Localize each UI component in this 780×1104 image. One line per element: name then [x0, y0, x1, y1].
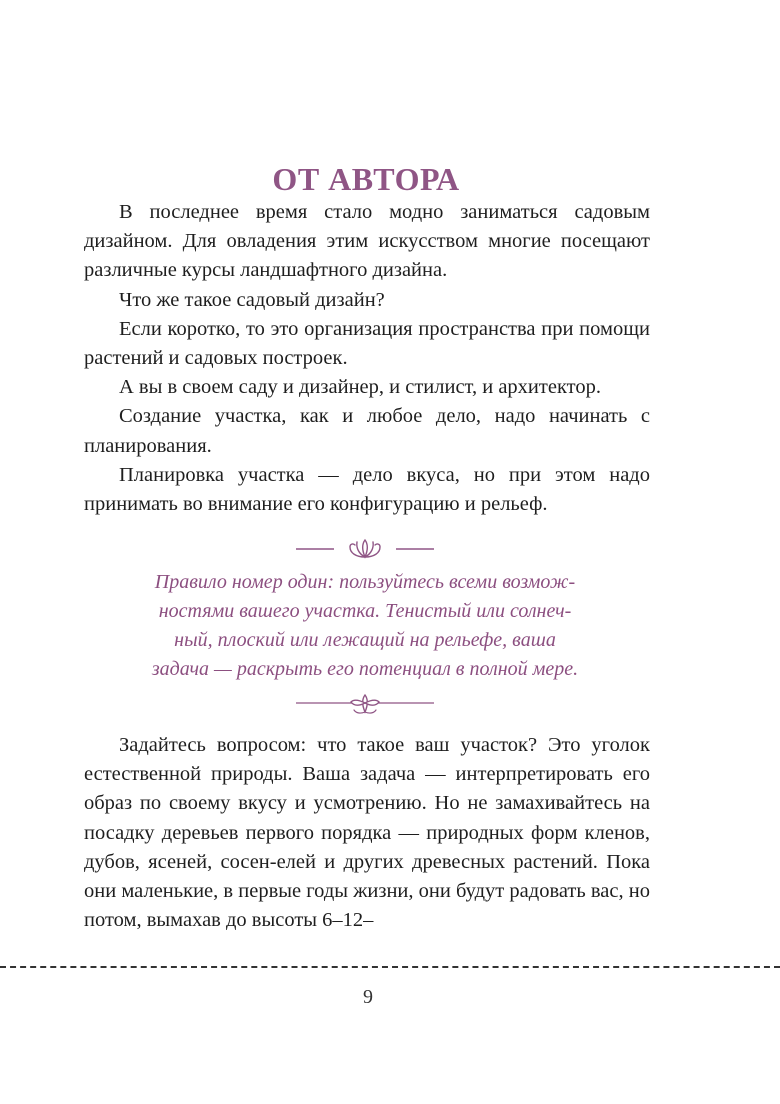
paragraph: Задайтесь вопросом: что такое ваш участок? Это уголок естественной природы. Ваша задача — интерпретировать его образ по своему вкусу и усмотрению. Но не замахивайтесь на посадку деревьев первого порядка — природных форм кленов, дубов, ясеней, сосен-елей и других древесных растений. Пока они маленькие, в первые годы жизни, они будут радовать вас, но потом, вымахав до высоты 6–12– [84, 734, 650, 932]
callout-line: ный, плоский или лежащий на рельефе, ваша [174, 629, 556, 651]
intro-text [84, 198, 650, 519]
page-number: 9 [363, 986, 373, 1008]
callout-quote [110, 568, 620, 684]
paragraph: А вы в своем саду и дизайнер, и стилист, и архитектор. [119, 376, 601, 399]
paragraph: В последнее время стало модно заниматься садовым дизайном. Для овладения этим искусством многие посещают различные курсы ландшафтного дизайна. [84, 201, 650, 282]
paragraph: Планировка участка — дело вкуса, но при этом надо принимать во внимание его конфигурацию и рельеф. [84, 463, 650, 516]
page-title: ОТ АВТОРА [272, 161, 460, 198]
lotus-flourish-icon [290, 536, 440, 562]
body-text [84, 731, 650, 935]
callout-line: ностями вашего участка. Тенистый или солнеч- [158, 600, 572, 622]
callout-line: задача — раскрыть его потенциал в полной мере. [151, 658, 579, 680]
paragraph: Если коротко, то это организация пространства при помощи растений и садовых построек. [84, 317, 650, 370]
paragraph: Создание участка, как и любое дело, надо начинать с планирования. [84, 405, 650, 457]
lotus-flourish-icon [290, 690, 440, 716]
callout-line: Правило номер один: пользуйтесь всеми возмож- [154, 571, 576, 593]
page-cut-divider [0, 966, 780, 968]
paragraph: Что же такое садовый дизайн? [119, 288, 385, 311]
